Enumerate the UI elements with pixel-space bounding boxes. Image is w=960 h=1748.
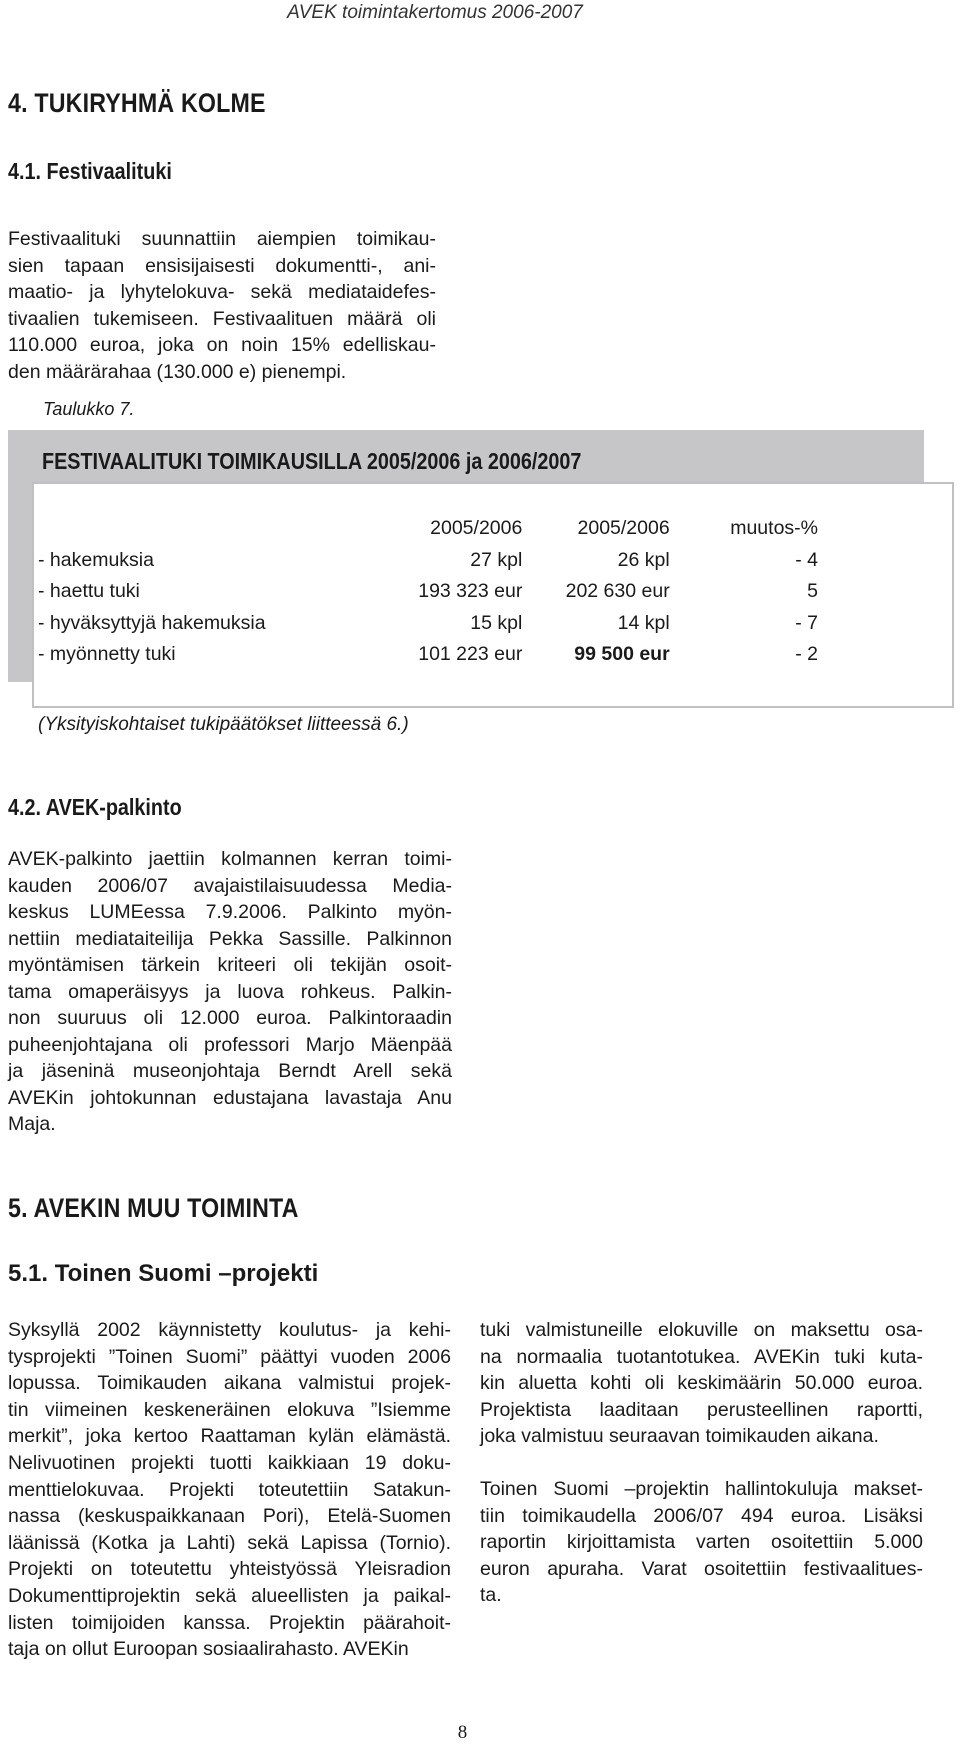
table-cell: 101 223 eur xyxy=(418,643,523,666)
table-cell: 15 kpl xyxy=(470,611,523,634)
text-line: myöntämisen tärkein kriteeri oli tekijän osoit- xyxy=(8,954,452,976)
text-line: Toinen Suomi –projektin hallintokuluja makset- xyxy=(480,1478,923,1500)
table-cell: - hyväksyttyjä hakemuksia xyxy=(38,611,266,634)
table-cell: - hakemuksia xyxy=(38,548,154,571)
text-line: läänissä (Kotka ja Lahti) sekä Lapissa (Tornio). xyxy=(8,1531,451,1554)
text-line: AVEK-palkinto jaettiin kolmannen kerran toimi- xyxy=(8,848,452,870)
text-line: puheenjohtajana oli professori Marjo Mäenpää xyxy=(8,1033,452,1056)
text-line: merkit”, joka kertoo Raattaman kylän elämästä. xyxy=(8,1425,451,1448)
text-line: maatio- ja lyhytelokuva- sekä mediataidefes- xyxy=(8,281,436,303)
text-line: listen toimijoiden kanssa. Projektin päärahoit- xyxy=(8,1611,451,1634)
table-cell: 2005/2006 xyxy=(577,517,670,540)
section-4-2-heading: 4.2. AVEK-palkinto xyxy=(8,794,182,820)
text-line: ja jäseninä museonjohtaja Berndt Arell sekä xyxy=(8,1060,452,1082)
text-line: ta. xyxy=(480,1584,502,1607)
table-cell: muutos-% xyxy=(730,517,818,540)
table-row xyxy=(38,608,818,640)
text-line: Nelivuotinen projekti tuotti kaikkiaan 19 doku- xyxy=(8,1451,451,1474)
section-4-heading: 4. TUKIRYHMÄ KOLME xyxy=(8,88,266,118)
text-line: kauden 2006/07 avajaistilaisuudessa Media- xyxy=(8,874,452,897)
text-line: taja on ollut Euroopan sosiaalirahasto. AVEKin xyxy=(8,1638,409,1661)
table-cell: 202 630 eur xyxy=(565,580,670,603)
text-line: AVEKin johtokunnan edustajana lavastaja Anu xyxy=(8,1086,452,1109)
text-line: sien tapaan ensisijaisesti dokumentti-, ani- xyxy=(8,254,436,277)
text-line: Maja. xyxy=(8,1113,56,1135)
table-note: (Yksityiskohtaiset tukipäätökset liitteessä 6.) xyxy=(38,714,409,735)
text-line: Festivaalituki suunnattiin aiempien toimikau- xyxy=(8,228,436,250)
text-line: kin aluetta kohti oli keskimäärin 50.000 euroa. xyxy=(480,1372,923,1395)
text-line: den määrärahaa (130.000 e) pienempi. xyxy=(8,360,347,383)
text-line: tiin toimikaudella 2006/07 494 euroa. Lisäksi xyxy=(480,1504,923,1527)
table-row xyxy=(38,576,818,608)
section-4-1-heading: 4.1. Festivaalituki xyxy=(8,158,172,184)
table-cell: 2005/2006 xyxy=(430,517,523,540)
table-cell: 14 kpl xyxy=(617,611,670,634)
text-line: keskus LUMEessa 7.9.2006. Palkinto myön- xyxy=(8,901,452,923)
festival-support-paragraph xyxy=(8,226,436,385)
section-5-1-heading: 5.1. Toinen Suomi –projekti xyxy=(8,1260,319,1287)
text-line: tivaalien tukemiseen. Festivaalituen määrä oli xyxy=(8,307,436,330)
text-line: non suuruus oli 12.000 euroa. Palkintoraadin xyxy=(8,1007,452,1029)
text-line: Dokumenttiprojektin sekä alueellisten ja paikal- xyxy=(8,1584,451,1607)
text-line: joka valmistuu seuraavan toimikauden aikana. xyxy=(480,1425,879,1448)
table-cell: 26 kpl xyxy=(617,548,670,571)
text-line: 110.000 euroa, joka on noin 15% edelliskau- xyxy=(8,334,436,356)
text-line: tama omaperäisyys ja luova rohkeus. Palkin- xyxy=(8,980,452,1003)
table-row xyxy=(38,545,818,577)
page-number: 8 xyxy=(457,1722,468,1743)
text-line: Projektista laaditaan perusteellinen raportti, xyxy=(480,1398,923,1421)
table-cell: 5 xyxy=(807,580,818,603)
text-line: lopussa. Toimikauden aikana valmistui projek- xyxy=(8,1372,451,1395)
text-line: tuki valmistuneille elokuville on maksettu osa- xyxy=(480,1319,923,1341)
toinen-suomi-right-column-p2 xyxy=(480,1476,923,1609)
text-line: na normaalia tuotantotukea. AVEKin tuki kuta- xyxy=(480,1345,923,1368)
table-cell: - 7 xyxy=(795,611,818,634)
text-line: menttielokuvaa. Projekti toteutettiin Satakun- xyxy=(8,1478,451,1501)
table-cell: 193 323 eur xyxy=(418,580,523,603)
table-row xyxy=(38,639,818,671)
text-line: tin viimeinen keskeneräinen elokuva ”Isiemme xyxy=(8,1398,451,1421)
text-line: Syksyllä 2002 käynnistetty koulutus- ja kehi- xyxy=(8,1319,451,1341)
table-cell: - haettu tuki xyxy=(38,580,140,603)
table-cell: - 2 xyxy=(795,643,818,666)
text-line: nettiin mediataiteilija Pekka Sassille. Palkinnon xyxy=(8,927,452,950)
text-line: euron apuraha. Varat osoitettiin festivaalitues- xyxy=(480,1557,923,1580)
section-5-heading: 5. AVEKIN MUU TOIMINTA xyxy=(8,1193,299,1223)
table-cell: 99 500 eur xyxy=(574,643,670,666)
text-line: Projekti on toteutettu yhteistyössä Yleisradion xyxy=(8,1558,451,1581)
text-line: raportin kirjoittamista varten osoitettiin 5.000 xyxy=(480,1531,923,1554)
toinen-suomi-left-column xyxy=(8,1317,451,1663)
table-row xyxy=(38,513,818,545)
text-line: tysprojekti ”Toinen Suomi” päättyi vuoden 2006 xyxy=(8,1345,451,1368)
table-cell xyxy=(38,513,348,545)
table-cell: 27 kpl xyxy=(470,548,523,571)
table-caption: Taulukko 7. xyxy=(43,399,135,419)
avek-prize-paragraph xyxy=(8,846,452,1138)
running-header: AVEK toimintakertomus 2006-2007 xyxy=(287,2,583,23)
festival-support-table xyxy=(38,513,818,671)
toinen-suomi-right-column-p1 xyxy=(480,1317,923,1450)
table-title: FESTIVAALITUKI TOIMIKAUSILLA 2005/2006 ja 2006/2007 xyxy=(42,448,582,474)
text-line: nassa (keskuspaikkanaan Pori), Etelä-Suomen xyxy=(8,1505,451,1528)
table-cell: - myönnetty tuki xyxy=(38,643,176,666)
table-cell: - 4 xyxy=(795,548,818,571)
